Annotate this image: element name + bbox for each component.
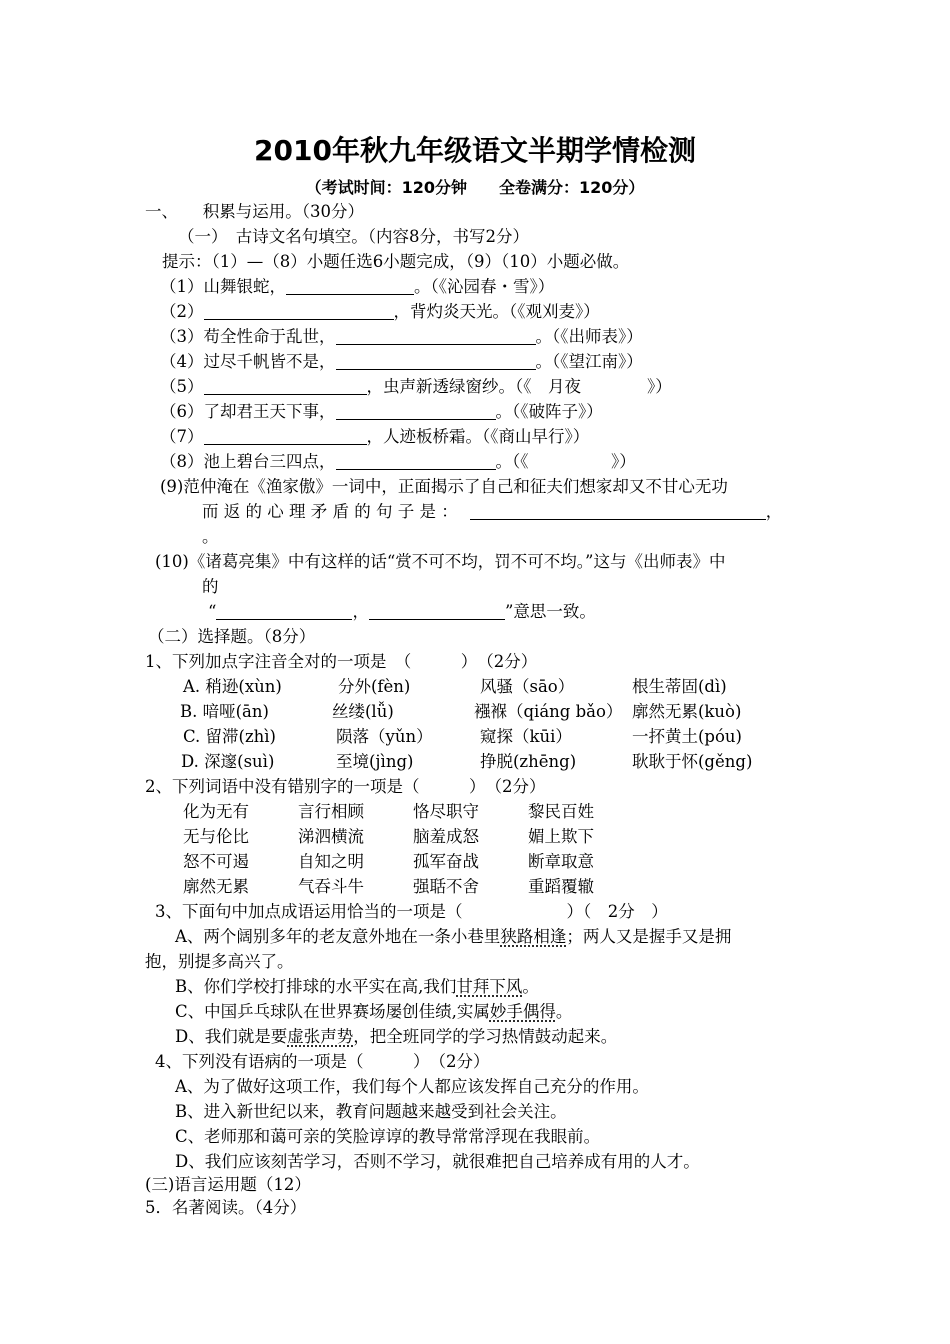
poem-item-2 [160, 301, 600, 323]
item-number: （5） [160, 377, 204, 396]
item-number: （8） [160, 452, 204, 471]
q3-stem [155, 901, 668, 923]
q4-option-c: C、老师那和蔼可亲的笑脸谆谆的教导常常浮现在我眼前。 [175, 1127, 601, 1146]
part1-heading: 一、 积累与运用。（30分） [145, 202, 364, 221]
q1-option-c [183, 726, 276, 748]
option-text: 。 [555, 1002, 573, 1021]
q9-line2 [202, 501, 782, 523]
option-word: A. 稍逊(xùn) [183, 677, 282, 696]
q1-stem: 1、下列加点字注音全对的一项是 （ ） （2分） [145, 652, 538, 671]
q2-word: 黎民百姓 [528, 802, 594, 821]
q2-word: 重蹈覆辙 [528, 877, 594, 896]
answer-blank[interactable] [204, 428, 367, 445]
answer-blank[interactable] [216, 603, 352, 620]
q5-heading: 5．名著阅读。（4分） [145, 1198, 307, 1217]
q1-option-b-w2: 丝缕(lǚ) [332, 702, 394, 721]
option-text: D、我们就是要 [175, 1027, 288, 1046]
sec2-heading: （二）选择题。（8分） [148, 627, 316, 646]
q1-option-a-w2: 分外(fèn) [338, 677, 411, 696]
answer-blank[interactable] [286, 278, 414, 295]
poem-item-5 [160, 376, 672, 398]
q2-word: 恪尽职守 [413, 802, 479, 821]
option-word: D. 深邃(suì) [181, 752, 275, 771]
poem-item-4 [160, 351, 643, 373]
q1-option-d [181, 751, 274, 773]
q1-option-d-w2: 至境(jìng) [336, 752, 414, 771]
q10-line1: (10)《诸葛亮集》中有这样的话“赏不可不均，罚不可不均。”这与《出师表》中 [155, 552, 726, 571]
q1-option-c-w2: 陨落（yǔn） [336, 727, 433, 746]
q1-option-b [180, 701, 269, 723]
q2-stem: 2、下列词语中没有错别字的一项是（ ） （2分） [145, 777, 546, 796]
q9-comma: ， [765, 502, 783, 521]
q1-option-b-w4: 廓然无累(kuò) [632, 702, 742, 721]
answer-blank[interactable] [336, 403, 496, 420]
option-word: C. 留滞(zhì) [183, 727, 276, 746]
q2-word: 脑羞成怒 [413, 827, 479, 846]
item-prefix: 了却君王天下事， [203, 402, 336, 421]
marked-idiom: 虚张声势 [287, 1027, 354, 1046]
q2-word: 断章取意 [528, 852, 594, 871]
q1-option-a-w3: 风骚（sāo） [480, 677, 575, 696]
option-word: B. 喑哑(ān) [180, 702, 269, 721]
q2-word: 媚上欺下 [528, 827, 594, 846]
q10-line3 [208, 601, 596, 623]
q2-word: 无与伦比 [183, 827, 249, 846]
q3-option-b [175, 976, 539, 998]
item-suffix: ，虫声新透绿窗纱。（《 月夜 》） [366, 377, 672, 396]
answer-blank[interactable] [336, 453, 496, 470]
q10-comma: ， [352, 602, 369, 621]
marked-idiom: 狭路相逢 [500, 927, 567, 946]
q2-word: 廓然无累 [183, 877, 249, 896]
option-text: ；两人又是握手又是拥 [566, 927, 732, 946]
item-suffix: 。（《出师表》） [535, 327, 643, 346]
item-prefix: 过尽千帆皆不是， [203, 352, 336, 371]
answer-blank[interactable] [470, 503, 766, 520]
q9-line3: 。 [202, 527, 219, 546]
sec3-heading: (三)语言运用题（12） [145, 1175, 311, 1194]
q1-option-a [183, 676, 282, 698]
option-text: B、你们学校打排球的水平实在高,我们 [175, 977, 457, 996]
option-text: ，把全班同学的学习热情鼓动起来。 [353, 1027, 618, 1046]
item-suffix: 。（《望江南》） [535, 352, 643, 371]
q3-option-c [175, 1001, 572, 1023]
exam-info: （考试时间：120分钟 全卷满分：120分） [305, 178, 645, 197]
q3-option-d [175, 1026, 617, 1048]
q2-word: 强聒不舍 [413, 877, 479, 896]
sec1-heading: （一） 古诗文名句填空。（内容8分，书写2分） [178, 227, 529, 246]
q1-option-b-w3: 襁褓（qiáng bǎo） [474, 702, 623, 721]
item-prefix: 池上碧台三四点， [203, 452, 336, 471]
answer-blank[interactable] [336, 353, 536, 370]
q2-word: 化为无有 [183, 802, 249, 821]
item-number: （3） [160, 327, 204, 346]
poem-item-3 [160, 326, 643, 348]
q1-option-c-w3: 窥探（kūi） [480, 727, 572, 746]
q3-option-a-cont: 抱，别提多高兴了。 [145, 952, 294, 971]
item-number: （2） [160, 302, 204, 321]
item-number: （1） [160, 277, 204, 296]
q4-stem: 4、下列没有语病的一项是（ ） （2分） [155, 1052, 490, 1071]
item-suffix: ，人迹板桥霜。（《商山早行》） [366, 427, 590, 446]
poem-item-8 [160, 451, 636, 473]
q3-stem-post: ）（ 2分 ） [566, 902, 668, 921]
item-prefix: 苟全性命于乱世， [203, 327, 336, 346]
q9-prompt: 而 返 的 心 理 矛 盾 的 句 子 是 ： [202, 502, 458, 521]
poem-item-1 [160, 276, 554, 298]
item-suffix: ，背灼炎天光。（《观刈麦》） [393, 302, 600, 321]
q1-option-d-w3: 挣脱(zhēng) [480, 752, 577, 771]
item-suffix: 。（《破阵子》） [495, 402, 603, 421]
q2-word: 涕泗横流 [298, 827, 364, 846]
q2-word: 怒不可遏 [183, 852, 249, 871]
q3-option-a [175, 926, 731, 948]
item-suffix: 。（《沁园春・雪》） [414, 277, 555, 296]
answer-blank[interactable] [336, 328, 536, 345]
marked-idiom: 妙手偶得 [489, 1002, 556, 1021]
q1-option-a-w4: 根生蒂固(dì) [632, 677, 727, 696]
answer-blank[interactable] [369, 603, 505, 620]
q2-word: 自知之明 [298, 852, 364, 871]
page-title: 2010年秋九年级语文半期学情检测 [254, 134, 696, 167]
item-prefix: 山舞银蛇， [203, 277, 286, 296]
q2-word: 气吞斗牛 [298, 877, 364, 896]
item-number: （7） [160, 427, 204, 446]
q1-option-d-w4: 耿耿于怀(gěng) [632, 752, 753, 771]
q4-option-a: A、为了做好这项工作，我们每个人都应该发挥自己充分的作用。 [175, 1077, 649, 1096]
item-number: （4） [160, 352, 204, 371]
answer-blank[interactable] [204, 303, 394, 320]
poem-item-6 [160, 401, 603, 423]
q1-option-c-w4: 一抔黄土(póu) [632, 727, 742, 746]
q3-stem-pre: 3、下面句中加点成语运用恰当的一项是（ [155, 902, 463, 921]
marked-idiom: 甘拜下风 [456, 977, 523, 996]
sec1-hint: 提示：（1）—（8）小题任选6小题完成，（9）（10）小题必做。 [162, 252, 630, 271]
item-suffix: 。（《 》） [495, 452, 636, 471]
q10-line2: 的 [202, 577, 219, 596]
q2-word: 孤军奋战 [413, 852, 479, 871]
q2-word: 言行相顾 [298, 802, 364, 821]
q9-line1: (9)范仲淹在《渔家傲》一词中，正面揭示了自己和征夫们想家却又不甘心无功 [160, 477, 728, 496]
answer-blank[interactable] [204, 378, 367, 395]
option-text: C、中国乒乓球队在世界赛场屡创佳绩,实属 [175, 1002, 490, 1021]
option-text: 。 [522, 977, 539, 996]
q10-open-quote: “ [208, 602, 217, 621]
q4-option-b: B、进入新世纪以来，教育问题越来越受到社会关注。 [175, 1102, 567, 1121]
item-number: （6） [160, 402, 204, 421]
option-text: A、两个阔别多年的老友意外地在一条小巷里 [175, 927, 501, 946]
q4-option-d: D、我们应该刻苦学习，否则不学习，就很难把自己培养成有用的人才。 [175, 1152, 700, 1171]
q10-close: ”意思一致。 [504, 602, 596, 621]
poem-item-7 [160, 426, 589, 448]
